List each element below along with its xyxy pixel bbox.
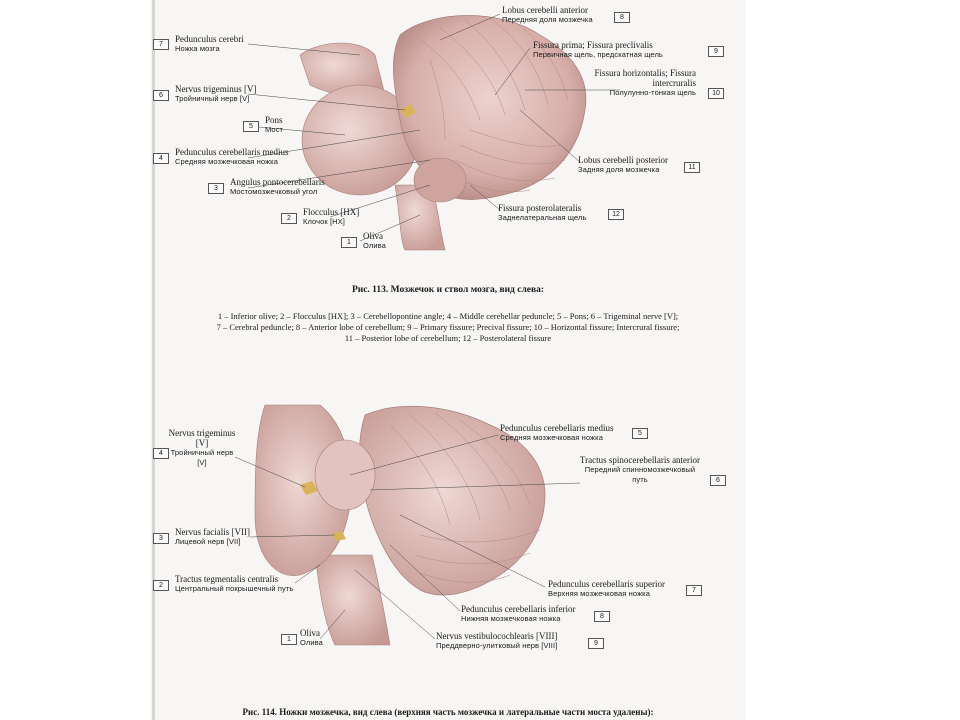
label-russian: Тройничный нерв [V] bbox=[175, 94, 250, 103]
label-lobus-cerebelli-posterior bbox=[578, 155, 668, 175]
label-russian: Нижняя мозжечковая ножка bbox=[461, 614, 561, 623]
label-number: 5 bbox=[632, 428, 648, 439]
label-number: 4 bbox=[153, 448, 169, 459]
label-number: 7 bbox=[686, 585, 702, 596]
label-latin: Pons bbox=[265, 115, 283, 125]
label-russian: Олива bbox=[363, 241, 386, 250]
label-number: 6 bbox=[153, 90, 169, 101]
label-pedunculus-cerebellaris-superior bbox=[548, 579, 665, 599]
label-latin: Oliva bbox=[300, 628, 320, 638]
label-russian: Передняя доля мозжечка bbox=[502, 15, 593, 24]
label-number: 8 bbox=[594, 611, 610, 622]
label-latin: Pedunculus cerebellaris inferior bbox=[461, 604, 576, 614]
label-number: 5 bbox=[243, 121, 259, 132]
label-russian: Преддверно-улитковый нерв [VIII] bbox=[436, 641, 558, 650]
label-number: 6 bbox=[710, 475, 726, 486]
label-latin: Tractus tegmentalis centralis bbox=[175, 574, 279, 584]
figure-113-illustration bbox=[0, 0, 960, 280]
legend-line: 7 – Cerebral peduncle; 8 – Anterior lobe of cerebellum; 9 – Primary fissure; Precival fissure; 10 – Horizontal fissure; Intercrural fissure; bbox=[216, 322, 680, 332]
label-russian: Задняя доля мозжечка bbox=[578, 165, 660, 174]
figure-113-legend bbox=[152, 311, 744, 344]
legend-line: 11 – Posterior lobe of cerebellum; 12 – Posterolateral fissure bbox=[344, 333, 552, 343]
figure-114-caption: Рис. 114. Ножки мозжечка, вид слева (верхняя часть мозжечка и латеральные части моста удалены): bbox=[242, 707, 654, 717]
middle-peduncle-shape bbox=[315, 440, 375, 510]
label-russian: Ножка мозга bbox=[175, 44, 220, 53]
label-russian: Олива bbox=[300, 638, 323, 647]
label-russian: Верхняя мозжечковая ножка bbox=[548, 589, 651, 598]
label-latin: Flocculus [HX] bbox=[303, 207, 360, 217]
label-pedunculus-cerebri bbox=[175, 34, 244, 54]
label-latin: Pedunculus cerebellaris medius bbox=[175, 147, 289, 157]
label-latin: Nervus facialis [VII] bbox=[175, 527, 250, 537]
label-nervus-trigeminus bbox=[175, 84, 256, 104]
label-latin: Lobus cerebelli anterior bbox=[502, 5, 588, 15]
label-latin: Tractus spinocerebellaris anterior bbox=[579, 455, 701, 465]
legend-line: 1 – Inferior olive; 2 – Flocculus [HX]; 3 – Cerebellopontine angle; 4 – Middle cerebellar peduncle; 5 – Pons; 6 – Trigeminal nerve [V]; bbox=[217, 311, 679, 321]
label-tractus-spinocerebellaris-anterior bbox=[578, 455, 702, 485]
label-russian: Центральный покрышечный путь bbox=[175, 584, 294, 593]
label-latin: Lobus cerebelli posterior bbox=[578, 155, 668, 165]
label-angulus-pontocerebellaris bbox=[230, 177, 325, 197]
label-pedunculus-cerebellaris-medius bbox=[175, 147, 288, 167]
label-tractus-tegmentalis-centralis bbox=[175, 574, 295, 594]
label-russian: Тройничный нерв [V] bbox=[170, 448, 234, 467]
label-number: 3 bbox=[153, 533, 169, 544]
label-latin: Pedunculus cerebellaris medius bbox=[500, 423, 614, 433]
label-number: 9 bbox=[588, 638, 604, 649]
label-latin: Nervus trigeminus [V] bbox=[168, 428, 236, 448]
label-nervus-facialis bbox=[175, 527, 250, 547]
label-latin: Fissura horizontalis; Fissura intercruralis bbox=[594, 68, 696, 88]
label-pedunculus-cerebellaris-inferior bbox=[461, 604, 575, 624]
label-latin: Fissura prima; Fissura preclivalis bbox=[533, 40, 653, 50]
label-fissura-prima bbox=[533, 40, 663, 60]
label-number: 2 bbox=[153, 580, 169, 591]
label-russian: Первичная щель, предскатная щель bbox=[533, 50, 663, 59]
label-russian: Полулунно-тонкая щель bbox=[609, 88, 696, 97]
label-russian: Заднелатеральная щель bbox=[498, 213, 587, 222]
label-flocculus bbox=[303, 207, 359, 227]
label-russian: Средняя мозжечковая ножка bbox=[500, 433, 603, 442]
label-oliva bbox=[300, 628, 323, 648]
label-number: 1 bbox=[341, 237, 357, 248]
label-pedunculus-cerebellaris-medius bbox=[500, 423, 613, 443]
label-russian: Средняя мозжечковая ножка bbox=[175, 157, 278, 166]
label-latin: Fissura posterolateralis bbox=[498, 203, 582, 213]
label-russian: Передний спинномозжечковый путь bbox=[584, 465, 696, 484]
flocculus-shape bbox=[414, 158, 466, 202]
label-latin: Angulus pontocerebellaris bbox=[230, 177, 325, 187]
label-fissura-horizontalis bbox=[590, 68, 696, 98]
label-oliva bbox=[363, 231, 386, 251]
figure-113 bbox=[0, 0, 960, 280]
label-russian: Мостомозжечковый угол bbox=[230, 187, 318, 196]
label-number: 1 bbox=[281, 634, 297, 645]
label-number: 8 bbox=[614, 12, 630, 23]
label-nervus-vestibulocochlearis bbox=[436, 631, 557, 651]
label-latin: Nervus trigeminus [V] bbox=[175, 84, 257, 94]
label-number: 9 bbox=[708, 46, 724, 57]
label-lobus-cerebelli-anterior bbox=[502, 5, 593, 25]
label-latin: Pedunculus cerebellaris superior bbox=[548, 579, 665, 589]
label-russian: Клочок [HX] bbox=[303, 217, 345, 226]
label-latin: Pedunculus cerebri bbox=[175, 34, 244, 44]
label-number: 4 bbox=[153, 153, 169, 164]
figure-113-caption: Рис. 113. Мозжечок и ствол мозга, вид слева: bbox=[351, 285, 545, 295]
label-number: 2 bbox=[281, 213, 297, 224]
label-number: 12 bbox=[608, 209, 624, 220]
label-fissura-posterolateralis bbox=[498, 203, 587, 223]
label-number: 10 bbox=[708, 88, 724, 99]
label-pons bbox=[265, 115, 283, 135]
label-number: 11 bbox=[684, 162, 700, 173]
label-number: 7 bbox=[153, 39, 169, 50]
label-russian: Лицевой нерв [VII] bbox=[175, 537, 241, 546]
label-number: 3 bbox=[208, 183, 224, 194]
label-latin: Nervus vestibulocochlearis [VIII] bbox=[436, 631, 558, 641]
label-nervus-trigeminus bbox=[166, 428, 238, 468]
label-russian: Мост bbox=[265, 125, 284, 134]
label-latin: Oliva bbox=[363, 231, 383, 241]
